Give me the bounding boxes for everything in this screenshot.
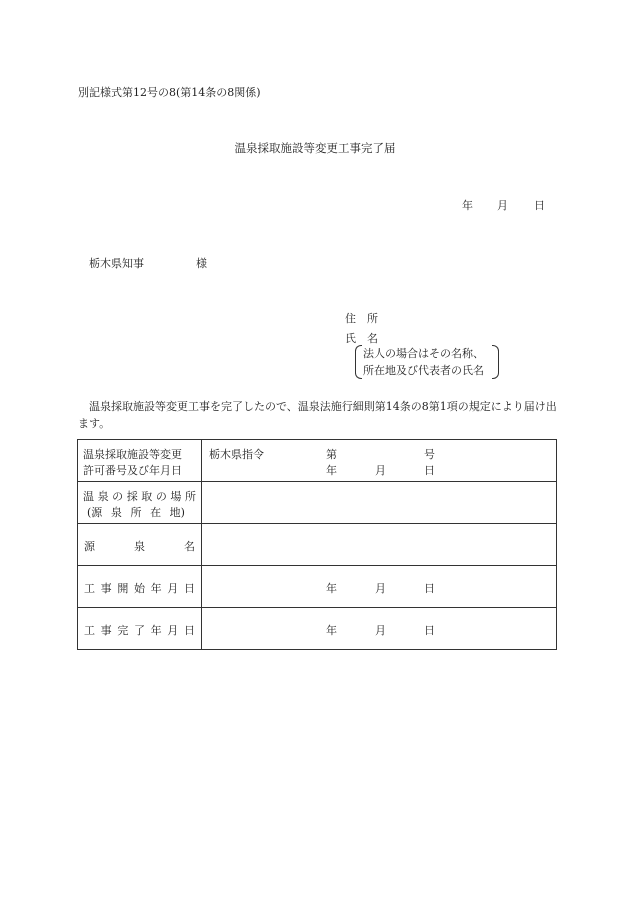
source-name-value-cell[interactable] (202, 524, 557, 566)
corporate-note-line2: 所在地及び代表者の氏名 (363, 364, 484, 377)
corporate-note-line1: 法人の場合はその名称、 (363, 347, 484, 360)
completion-day: 日 (424, 624, 435, 637)
location-value-cell[interactable] (202, 482, 557, 524)
permit-day: 日 (424, 464, 435, 477)
table-row (78, 440, 557, 482)
location-label-cell (78, 482, 202, 524)
table-row (78, 524, 557, 566)
permit-label-line1: 温泉採取施設等変更 (83, 448, 182, 461)
source-name-label: 源 泉 名 (84, 540, 195, 553)
location-label-line1: 温 泉 の 採 取 の 場 所 (83, 490, 196, 503)
completion-month: 月 (375, 624, 386, 637)
date-month-label: 月 (497, 199, 508, 212)
document-title: 温泉採取施設等変更工事完了届 (234, 141, 396, 155)
corporate-note (355, 343, 499, 379)
completion-date-value-cell[interactable] (202, 608, 557, 650)
right-bracket (492, 345, 499, 379)
permit-go: 号 (424, 448, 435, 461)
completion-date-label: 工 事 完 了 年 月 日 (84, 624, 195, 637)
table-row (78, 566, 557, 608)
addressee-name: 栃木県知事 (89, 257, 144, 270)
permit-prefix: 栃木県指令 (209, 448, 264, 461)
form-number-label: 別記様式第12号の8(第14条の8関係) (78, 86, 261, 99)
table-row (78, 608, 557, 650)
completion-year: 年 (326, 624, 337, 637)
permit-value-cell[interactable] (202, 440, 557, 482)
left-bracket (355, 345, 362, 379)
start-date-value-cell[interactable] (202, 566, 557, 608)
permit-year: 年 (326, 464, 337, 477)
source-name-label-cell (78, 524, 202, 566)
permit-month: 月 (375, 464, 386, 477)
date-year-label: 年 (462, 199, 473, 212)
start-date-label-cell (78, 566, 202, 608)
location-label-line2: (源 泉 所 在 地) (87, 506, 185, 519)
name-label-1: 氏 (345, 332, 356, 345)
start-month: 月 (375, 582, 386, 595)
permit-dai: 第 (326, 448, 337, 461)
address-label-2: 所 (367, 312, 378, 325)
start-date-label: 工 事 開 始 年 月 日 (84, 582, 195, 595)
permit-label-line2: 許可番号及び年月日 (83, 464, 182, 477)
completion-date-label-cell (78, 608, 202, 650)
name-label-2: 名 (367, 332, 378, 345)
address-label-1: 住 (345, 312, 356, 325)
start-year: 年 (326, 582, 337, 595)
start-day: 日 (424, 582, 435, 595)
table-row (78, 482, 557, 524)
body-text: 温泉採取施設等変更工事を完了したので、温泉法施行細則第14条の8第1項の規定により届け出ます。 (78, 400, 557, 430)
report-table (77, 439, 557, 650)
permit-label-cell (78, 440, 202, 482)
addressee-honorific: 様 (196, 257, 207, 270)
date-day-label: 日 (534, 199, 545, 212)
